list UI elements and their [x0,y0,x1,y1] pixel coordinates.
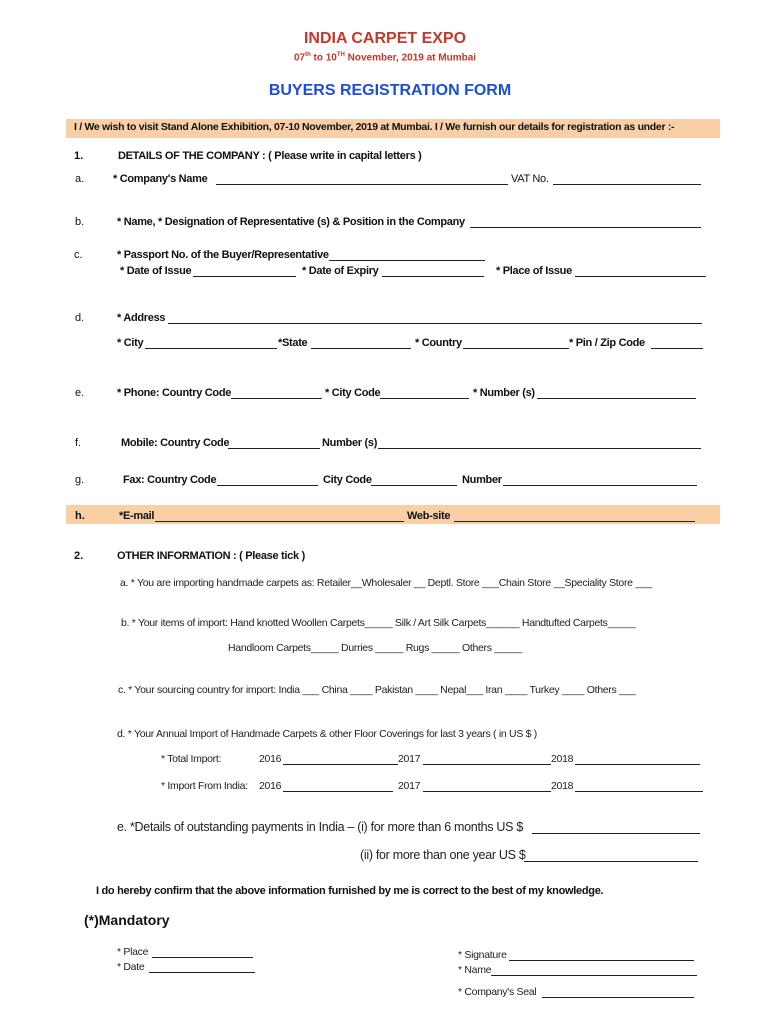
row-b-letter: b. [75,216,85,228]
passport-label: * Passport No. of the Buyer/Representative [117,249,329,261]
row-f-letter: f. [75,437,82,449]
expo-dates [0,52,770,63]
annual-import-question: d. * Your Annual Import of Handmade Carpets & other Floor Coverings for last 3 years ( in US $ ) [117,728,538,740]
form-title: BUYERS REGISTRATION FORM [268,82,512,99]
india-2017-label: 2017 [398,780,421,792]
fax-city-code-label: City Code [323,474,372,486]
outstanding-1-year-field[interactable] [524,848,698,862]
expo-date-day1: 07 [293,52,306,64]
expiry-date-label: * Date of Expiry [302,265,379,277]
website-label: Web-site [407,510,451,522]
mobile-country-code-label: Mobile: Country Code [121,437,230,449]
state-label: *State [278,337,308,349]
city-label: * City [117,337,144,349]
signature-field[interactable] [509,949,694,961]
phone-number-label: * Number (s) [473,387,535,399]
place-field[interactable] [152,946,253,958]
expo-date-rest: November, 2019 at Mumbai [344,52,477,64]
row-g-letter: g. [75,474,85,486]
outstanding-1-year-label: (ii) for more than one year US $ [360,848,526,862]
email-label: *E-mail [119,510,155,522]
fax-number-field[interactable] [503,474,697,486]
country-field[interactable] [463,337,569,349]
expiry-date-field[interactable] [382,265,484,277]
address-field[interactable] [168,312,702,324]
vat-field[interactable] [553,173,701,185]
issue-date-label: * Date of Issue [120,265,192,277]
country-label: * Country [415,337,462,349]
total-2016-label: 2016 [259,753,282,765]
outstanding-6-months-field[interactable] [532,820,700,834]
india-2017-field[interactable] [423,780,551,792]
address-label: * Address [117,312,166,324]
company-seal-field[interactable] [542,986,694,998]
mandatory-note: (*)Mandatory [84,912,170,928]
total-2018-label: 2018 [551,753,574,765]
email-field[interactable] [155,510,404,522]
row-c-letter: c. [74,249,83,261]
total-2017-field[interactable] [423,753,551,765]
import-items-question[interactable]: b. * Your items of import: Hand knotted Woollen Carpets_____ Silk / Art Silk Carpets______ Handtufted Carpets_____ [121,617,636,629]
pin-code-field[interactable] [651,337,703,349]
total-2017-label: 2017 [398,753,421,765]
row-h-letter: h. [75,510,85,522]
total-2018-field[interactable] [575,753,700,765]
place-label: * Place [117,946,149,958]
section2-number: 2. [74,550,84,562]
total-2016-field[interactable] [283,753,398,765]
pin-code-label: * Pin / Zip Code [569,337,645,349]
representative-field[interactable] [470,216,701,228]
fax-city-code-field[interactable] [371,474,457,486]
mobile-number-label: Number (s) [322,437,378,449]
fax-country-code-label: Fax: Country Code [123,474,217,486]
mobile-number-field[interactable] [378,437,701,449]
date-field[interactable] [149,961,255,973]
phone-country-code-field[interactable] [231,387,322,399]
phone-city-code-field[interactable] [380,387,469,399]
section1-heading: DETAILS OF THE COMPANY : ( Please write in capital letters ) [118,150,422,162]
company-seal-label: * Company's Seal [458,986,537,998]
place-of-issue-label: * Place of Issue [496,265,572,277]
expo-title: INDIA CARPET EXPO [303,30,467,47]
sourcing-country-question[interactable]: c. * Your sourcing country for import: India ___ China ____ Pakistan ____ Nepal___ Iran ____ Turkey ____ Others ___ [118,684,636,696]
expo-date-sup1: th [305,52,311,58]
row-e-letter: e. [75,387,85,399]
passport-field[interactable] [329,249,485,261]
import-items-question-cont[interactable]: Handloom Carpets_____ Durries _____ Rugs _____ Others _____ [228,642,522,654]
fax-number-label: Number [462,474,502,486]
phone-country-code-label: * Phone: Country Code [117,387,232,399]
phone-number-field[interactable] [537,387,696,399]
name-field[interactable] [491,964,697,976]
section1-number: 1. [74,150,84,162]
signature-label: * Signature [458,949,507,961]
row-a-letter: a. [75,173,85,185]
row-d-letter: d. [75,312,85,324]
fax-country-code-field[interactable] [217,474,318,486]
total-import-label: * Total Import: [161,753,222,765]
company-name-label: * Company's Name [113,173,208,185]
india-2016-label: 2016 [259,780,282,792]
india-2018-field[interactable] [575,780,703,792]
section2-heading: OTHER INFORMATION : ( Please tick ) [117,550,305,562]
india-2016-field[interactable] [283,780,393,792]
city-field[interactable] [145,337,277,349]
vat-label: VAT No. [511,173,549,185]
intro-text: I / We wish to visit Stand Alone Exhibition, 07-10 November, 2019 at Mumbai. I / We furnish our details for registration as under :- [74,121,675,133]
mobile-country-code-field[interactable] [228,437,320,449]
outstanding-payments-label: e. *Details of outstanding payments in India – (i) for more than 6 months US $ [117,820,523,834]
issue-date-field[interactable] [193,265,296,277]
confirmation-text: I do hereby confirm that the above information furnished by me is correct to the best of my knowledge. [96,885,604,897]
representative-label: * Name, * Designation of Representative (s) & Position in the Company [117,216,465,228]
expo-date-sup2: TH [336,52,345,58]
company-name-field[interactable] [216,173,508,185]
name-label: * Name [458,964,492,976]
import-type-question[interactable]: a. * You are importing handmade carpets as: Retailer__Wholesaler __ Deptl. Store ___Chain Store __Speciality Store ___ [120,577,652,589]
date-label: * Date [117,961,145,973]
india-2018-label: 2018 [551,780,574,792]
expo-date-to: to 10 [310,52,337,64]
place-of-issue-field[interactable] [575,265,706,277]
state-field[interactable] [311,337,411,349]
website-field[interactable] [454,510,695,522]
india-import-label: * Import From India: [161,780,248,792]
phone-city-code-label: * City Code [325,387,381,399]
